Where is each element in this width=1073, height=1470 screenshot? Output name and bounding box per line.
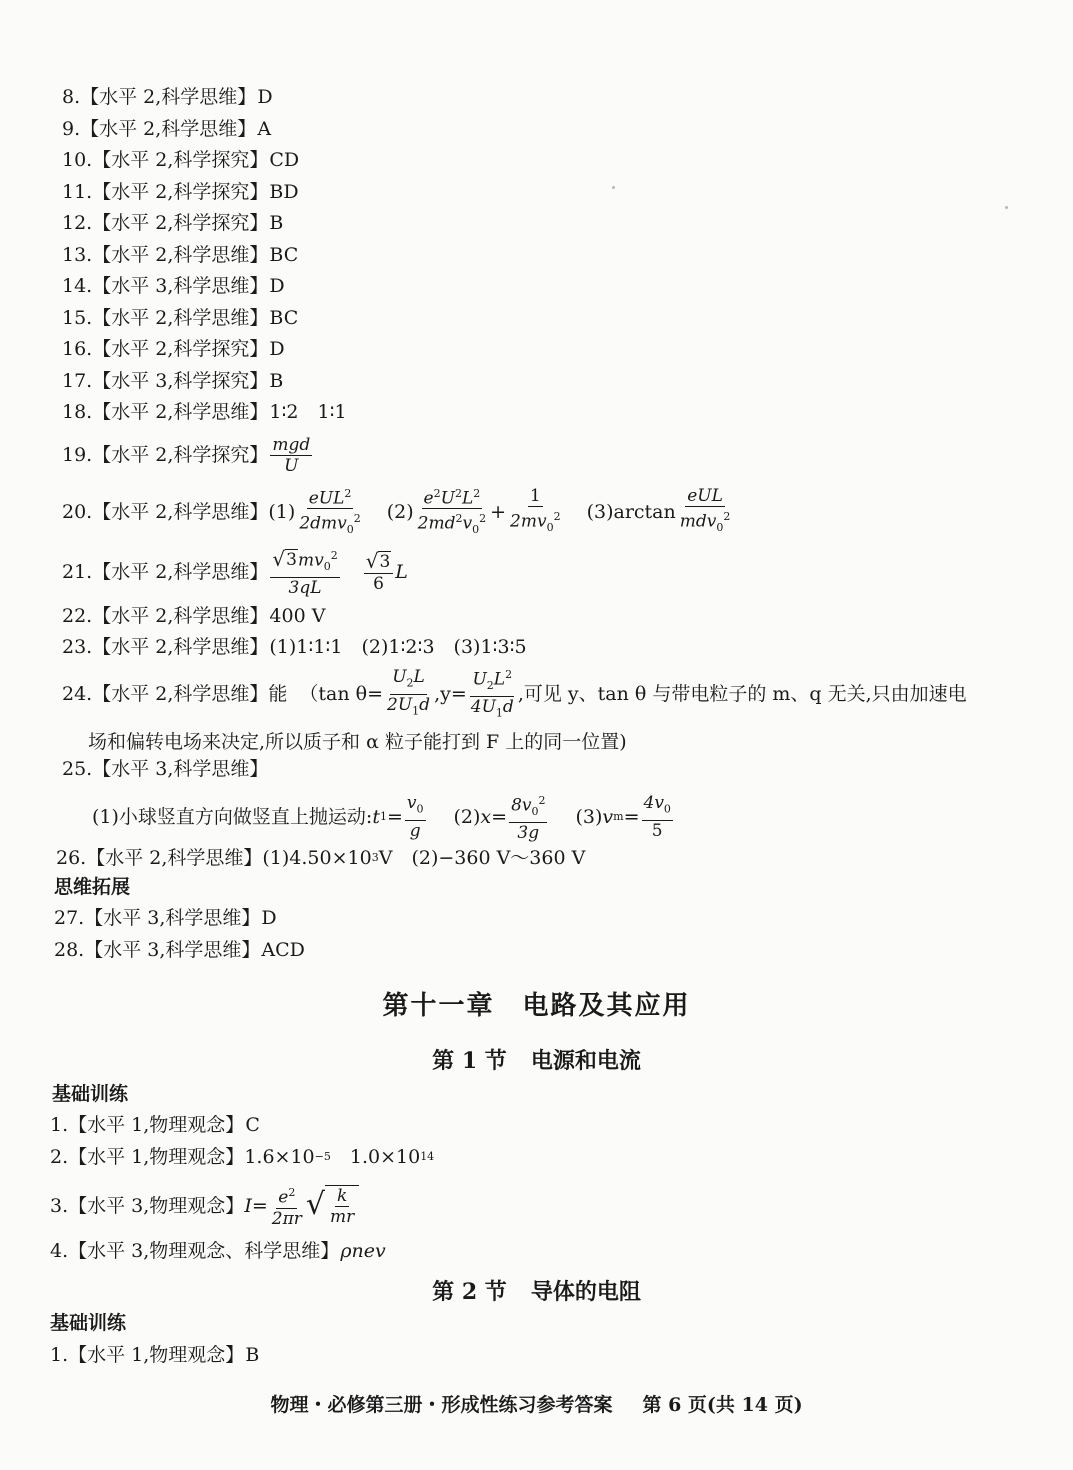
answer-tag: 【水平 3,科学思维】: [92, 275, 269, 297]
fraction: $\frac{1}{2mv_0^2}$: [510, 485, 561, 535]
answer-line: [62, 370, 283, 392]
answer-line: [50, 1344, 259, 1366]
answer-ans: B: [245, 1344, 260, 1366]
chapter-title: 第十一章 电路及其应用: [382, 991, 691, 1021]
answer-ans: BC: [269, 306, 299, 329]
answer-tag: 【水平 2,科学思维】: [92, 401, 269, 423]
answer-tag: 【水平 2,科学思维】: [80, 86, 257, 108]
answer-25-detail: (1)小球竖直方向做竖直上抛运动: t 1 = $\frac{v_0}{g}$ (2) x = $\frac{8v_0^2}{3g}$ (3) v m = $\frac{4v_0}{5}$: [92, 795, 675, 839]
fraction: $\frac{\text{eUL}}{mdv_0^2}$: [679, 485, 731, 535]
answer-line: [62, 401, 347, 423]
answer-ans: D: [261, 907, 277, 929]
section-header-basic-2: 基础训练: [50, 1312, 127, 1334]
fraction: $\frac{U_2L}{2U_1d}$: [387, 667, 431, 717]
answer-tag: 【水平 3,科学探究】: [92, 369, 269, 392]
answer-tag: 【水平 3,科学思维】: [84, 938, 261, 961]
answer-26: 26. 【水平 2,科学思维】 (1)4.50×10 3 V (2)−360 V～360 V: [56, 847, 586, 869]
answer-num: 1.: [50, 1344, 69, 1366]
answer-23: 23. 【水平 2,科学思维】 (1)1∶1∶1 (2)1∶2∶3 (3)1∶3∶5: [62, 636, 527, 658]
answer-tag: 【水平 2,科学思维】: [80, 117, 257, 140]
answer-line: [62, 244, 298, 266]
answer-line: [62, 307, 298, 329]
answer-tag: 【水平 2,科学探究】: [92, 212, 269, 234]
answer-tag: 【水平 1,物理观念】: [68, 1344, 245, 1366]
answer-ans: A: [257, 117, 272, 140]
answer-ans: CD: [269, 149, 300, 171]
answer-24: 24. 【水平 2,科学思维】 能 （tan θ= $\frac{U_2L}{2U_1d}$ ,y= $\frac{U_2L^2}{4U_1d}$ ,可见 y、tan θ 与带电粒子的 m、q 无关,只由加速电: [62, 672, 967, 716]
answer-num: 12.: [62, 212, 93, 234]
answer-s1-2: 2. 【水平 1,物理观念】 1.6×10 −5 1.0×10 14: [50, 1146, 435, 1168]
answer-num: 10.: [62, 149, 93, 171]
answer-s1-4: 4. 【水平 3,物理观念、科学思维】 ρnev: [50, 1240, 386, 1262]
scan-speck: [1005, 206, 1008, 209]
fraction: √ 3 6: [364, 551, 394, 594]
answer-ans: D: [269, 275, 285, 297]
fraction: √ 3 $mv_0^2$ 3qL: [272, 546, 338, 599]
answer-line: [62, 275, 285, 297]
fraction: $\frac{4v_0}{5}$: [643, 793, 671, 841]
answer-tag: 【水平 2,科学思维】: [92, 243, 269, 266]
section-title-2: 第 2 节 导体的电阻: [432, 1279, 641, 1305]
fraction: $\frac{v_0}{g}$: [406, 793, 424, 841]
answer-line: [62, 86, 273, 108]
answer-num: 8.: [62, 86, 81, 108]
answer-line: [54, 939, 305, 961]
answer-num: 13.: [62, 243, 93, 266]
answer-tag: 【水平 2,科学探究】: [92, 149, 269, 171]
answer-num: 14.: [62, 275, 93, 297]
square-root: √ $\frac{k}{mr}$: [306, 1185, 359, 1227]
answer-line: [62, 149, 299, 171]
answer-num: 27.: [54, 907, 85, 929]
answer-ans: BC: [269, 243, 299, 266]
answer-25: 25. 【水平 3,科学思维】: [62, 758, 269, 780]
answer-s1-3: 3. 【水平 3,物理观念】 I = $\frac{e^2}{2\pi r}$ √ $\frac{k}{mr}$: [50, 1184, 359, 1228]
fraction: $\frac{eUL^2}{2dmv_0^2}$: [297, 484, 362, 541]
answer-ans: C: [245, 1114, 260, 1136]
answer-line: [54, 907, 277, 929]
answer-num: 17.: [62, 369, 93, 392]
answer-line: [62, 181, 299, 203]
answer-num: 18.: [62, 401, 93, 423]
answer-tag: 【水平 2,科学思维】: [92, 306, 269, 329]
answer-ans: D: [257, 86, 273, 108]
answer-line: [62, 118, 271, 140]
scan-speck: [612, 186, 615, 189]
answer-tag: 【水平 2,科学探究】: [92, 180, 269, 203]
answer-line: [62, 338, 285, 360]
answer-ans: B: [269, 369, 284, 392]
section-header-basic-1: 基础训练: [52, 1083, 129, 1105]
answer-tag: 【水平 1,物理观念】: [68, 1114, 245, 1136]
answer-num: 28.: [54, 938, 85, 961]
page-footer: 物理・必修第三册・形成性练习参考答案 第 6 页(共 14 页): [270, 1394, 803, 1416]
answer-ans: D: [269, 338, 285, 360]
answer-20: 20. 【水平 2,科学思维】 (1) $\frac{eUL^2}{2dmv_0^2}$ (2) $\frac{e^2U^2L^2}{2md^2v_0^2}$ + $\frac{1}{2mv_0^2}$ (3)arctan $\frac{\text{eUL}}{mdv_0^2}$: [62, 490, 734, 534]
fraction: $\frac{8v_0^2}{3g}$: [509, 791, 547, 843]
answer-line: [62, 212, 283, 234]
answer-num: 1.: [50, 1114, 69, 1136]
fraction: $\frac{e^2}{2\pi r}$: [270, 1183, 304, 1229]
answer-19: 19. 【水平 2,科学探究】 $\frac{\text{mgd}}{U}$: [62, 434, 311, 476]
answer-tag: 【水平 2,科学探究】: [92, 338, 269, 360]
answer-num: 15.: [62, 306, 93, 329]
answer-ans: BD: [269, 180, 299, 203]
answer-num: 16.: [62, 338, 93, 360]
fraction: $\frac{U_2L^2}{4U_1d}$: [469, 665, 516, 723]
answer-ans: B: [269, 212, 284, 234]
answer-line: [50, 1114, 260, 1136]
answer-24-continued: 场和偏转电场来决定,所以质子和 α 粒子能打到 F 上的同一位置): [88, 731, 627, 753]
section-title-1: 第 1 节 电源和电流: [432, 1048, 641, 1074]
answer-21: 21. 【水平 2,科学思维】 √ 3 $mv_0^2$ 3qL √ 3 6 L: [62, 546, 408, 599]
fraction: $\frac{\text{mgd}}{U}$: [272, 434, 311, 476]
answer-num: 9.: [62, 117, 81, 140]
answer-ans: ACD: [261, 938, 305, 961]
fraction: $\frac{e^2U^2L^2}{2md^2v_0^2}$: [416, 484, 488, 541]
answer-22: 22. 【水平 2,科学思维】 400 V: [62, 605, 326, 627]
answer-num: 11.: [62, 180, 93, 203]
answer-tag: 【水平 3,科学思维】: [84, 907, 261, 929]
section-header-thinking: 思维拓展: [54, 876, 131, 898]
answer-ans: 1∶2 1∶1: [269, 401, 347, 423]
